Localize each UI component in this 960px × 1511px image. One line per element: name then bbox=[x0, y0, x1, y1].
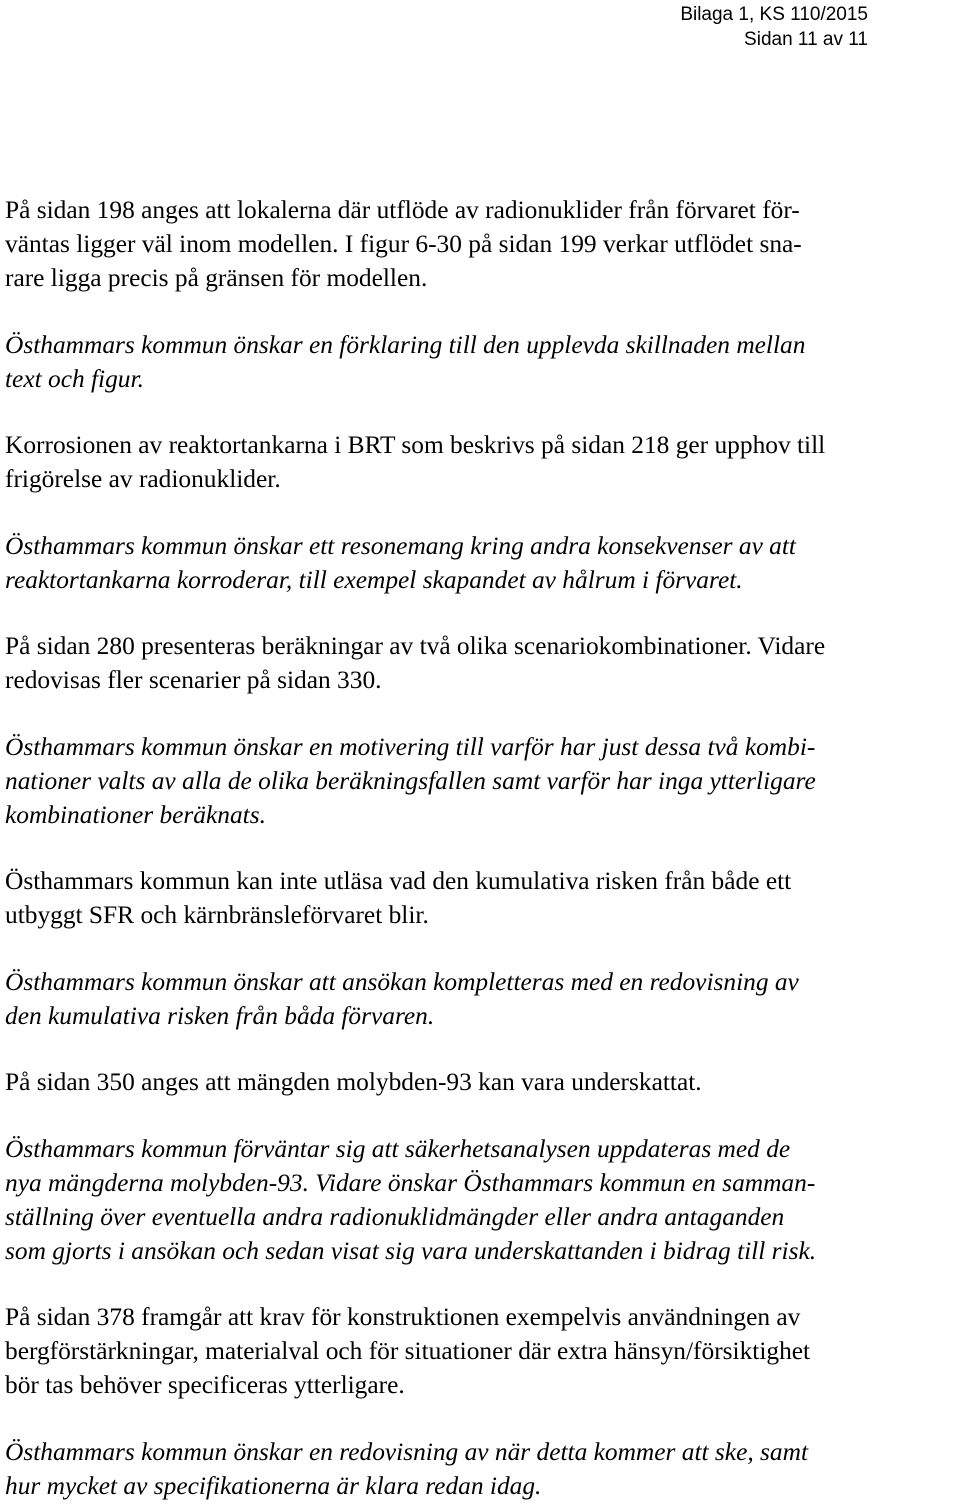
municipality-request-paragraph bbox=[5, 1132, 957, 1268]
paragraph-line: hur mycket av specifikationerna är klara redan idag. bbox=[5, 1471, 542, 1500]
observation-paragraph bbox=[5, 428, 957, 496]
paragraph-line: Östhammars kommun förväntar sig att säkerhetsanalysen uppdateras med de bbox=[5, 1134, 791, 1163]
observation-paragraph bbox=[5, 1065, 957, 1099]
paragraph-line: Östhammars kommun önskar att ansökan kompletteras med en redovisning av bbox=[5, 967, 799, 996]
header-attachment-ref: Bilaga 1, KS 110/2015 bbox=[680, 4, 868, 25]
paragraph-line: den kumulativa risken från båda förvaren. bbox=[5, 1001, 435, 1030]
municipality-request-paragraph bbox=[5, 965, 957, 1033]
observation-paragraph bbox=[5, 193, 957, 295]
paragraph-line: På sidan 350 anges att mängden molybden-93 kan vara underskattat. bbox=[5, 1068, 702, 1096]
paragraph-line: nationer valts av alla de olika beräkningsfallen samt varför har inga ytterligare bbox=[5, 766, 816, 795]
observation-paragraph bbox=[5, 864, 957, 932]
document-body bbox=[5, 193, 957, 1503]
paragraph-line: bergförstärkningar, materialval och för situationer där extra hänsyn/försiktighet bbox=[5, 1337, 811, 1365]
paragraph-line: På sidan 280 presenteras beräkningar av två olika scenariokombinationer. Vidare bbox=[5, 632, 826, 660]
paragraph-line: text och figur. bbox=[5, 364, 144, 393]
paragraph-line: redovisas fler scenarier på sidan 330. bbox=[5, 666, 382, 694]
paragraph-line: utbyggt SFR och kärnbränsleförvaret blir. bbox=[5, 901, 429, 929]
paragraph-line: nya mängderna molybden-93. Vidare önskar Östhammars kommun en samman- bbox=[5, 1168, 816, 1197]
paragraph-line: ställning över eventuella andra radionuklidmängder eller andra antaganden bbox=[5, 1202, 785, 1231]
paragraph-line: rare ligga precis på gränsen för modellen. bbox=[5, 264, 428, 292]
municipality-request-paragraph bbox=[5, 730, 957, 832]
municipality-request-paragraph bbox=[5, 1435, 957, 1503]
page-header bbox=[680, 2, 868, 52]
paragraph-line: frigörelse av radionuklider. bbox=[5, 465, 281, 493]
header-page-number: Sidan 11 av 11 bbox=[744, 29, 868, 50]
paragraph-line: Östhammars kommun önskar ett resonemang kring andra konsekvenser av att bbox=[5, 531, 796, 560]
paragraph-line: Östhammars kommun kan inte utläsa vad den kumulativa risken från både ett bbox=[5, 867, 792, 895]
paragraph-line: väntas ligger väl inom modellen. I figur 6-30 på sidan 199 verkar utflödet sna- bbox=[5, 230, 802, 258]
paragraph-line: som gjorts i ansökan och sedan visat sig vara underskattanden i bidrag till risk. bbox=[5, 1236, 817, 1265]
municipality-request-paragraph bbox=[5, 529, 957, 597]
paragraph-line: reaktortankarna korroderar, till exempel skapandet av hålrum i förvaret. bbox=[5, 565, 743, 594]
paragraph-line: På sidan 378 framgår att krav för konstruktionen exempelvis användningen av bbox=[5, 1303, 801, 1331]
paragraph-line: Östhammars kommun önskar en redovisning av när detta kommer att ske, samt bbox=[5, 1437, 809, 1466]
paragraph-line: bör tas behöver specificeras ytterligare. bbox=[5, 1371, 405, 1399]
paragraph-line: På sidan 198 anges att lokalerna där utflöde av radionuklider från förvaret för- bbox=[5, 196, 800, 224]
observation-paragraph bbox=[5, 629, 957, 697]
paragraph-line: Östhammars kommun önskar en förklaring till den upplevda skillnaden mellan bbox=[5, 330, 806, 359]
observation-paragraph bbox=[5, 1300, 957, 1402]
paragraph-line: kombinationer beräknats. bbox=[5, 800, 266, 829]
paragraph-line: Östhammars kommun önskar en motivering till varför har just dessa två kombi- bbox=[5, 732, 816, 761]
paragraph-line: Korrosionen av reaktortankarna i BRT som beskrivs på sidan 218 ger upphov till bbox=[5, 431, 826, 459]
municipality-request-paragraph bbox=[5, 328, 957, 396]
